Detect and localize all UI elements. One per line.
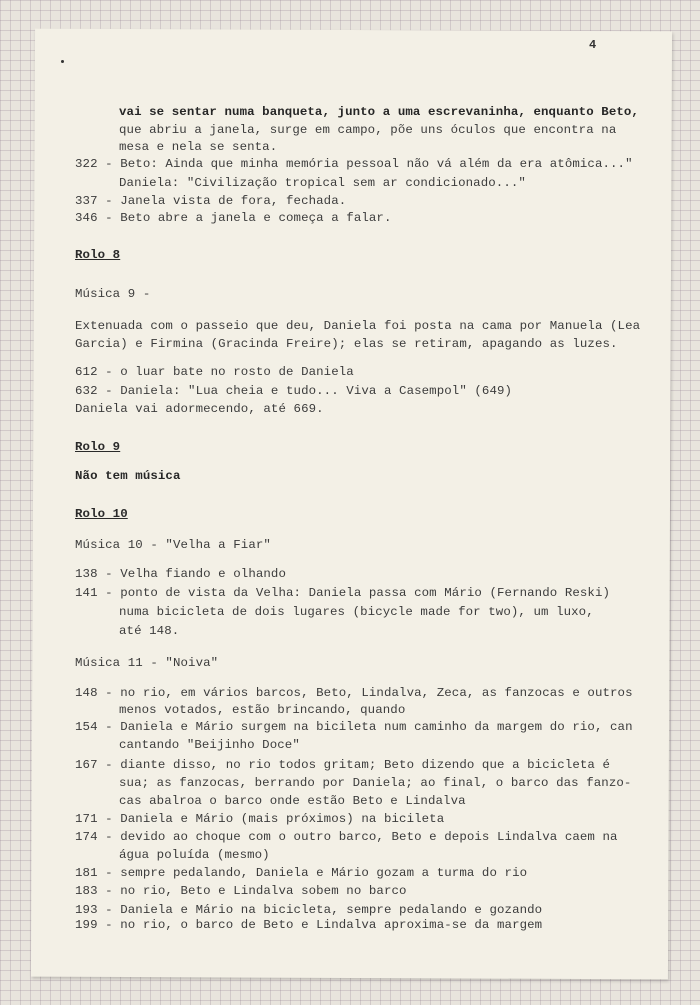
text-line: 138 - Velha fiando e olhando [75,567,286,581]
text-line: cantando "Beijinho Doce" [119,738,300,752]
text-line: sua; as fanzocas, berrando por Daniela; ao final, o barco das fanzo- [119,776,632,790]
text-line: Música 11 - "Noiva" [75,656,219,670]
text-line: mesa e nela se senta. [119,140,278,154]
page-number: 4 [589,38,597,52]
section-heading-rolo-9: Rolo 9 [75,440,121,454]
text-line: Não tem música [75,469,181,483]
text-line: Música 9 - [75,287,151,301]
text-line: Extenuada com o passeio que deu, Daniela foi posta na cama por Manuela (Lea [75,319,641,333]
text-line: menos votados, estão brincando, quando [119,703,406,717]
text-line: 612 - o luar bate no rosto de Daniela [75,365,354,379]
text-line: 148 - no rio, em vários barcos, Beto, Lindalva, Zeca, as fanzocas e outros [75,686,633,700]
text-line: 174 - devido ao choque com o outro barco, Beto e depois Lindalva caem na [75,830,618,844]
text-line: Daniela vai adormecendo, até 669. [75,402,324,416]
ink-speck [61,60,64,63]
text-line: vai se sentar numa banqueta, junto a uma escrevaninha, enquanto Beto, [119,105,639,119]
text-line: cas abalroa o barco onde estão Beto e Lindalva [119,794,466,808]
text-line: até 148. [119,624,180,638]
text-line: 337 - Janela vista de fora, fechada. [75,194,347,208]
text-line: 322 - Beto: Ainda que minha memória pessoal não vá além da era atômica..." [75,157,633,171]
text-line: Música 10 - "Velha a Fiar" [75,538,271,552]
text-line: 171 - Daniela e Mário (mais próximos) na bicileta [75,812,445,826]
text-line: que abriu a janela, surge em campo, põe uns óculos que encontra na [119,123,617,137]
text-line: 181 - sempre pedalando, Daniela e Mário gozam a turma do rio [75,866,528,880]
text-line: água poluída (mesmo) [119,848,270,862]
text-line: 183 - no rio, Beto e Lindalva sobem no barco [75,884,407,898]
text-line: 632 - Daniela: "Lua cheia e tudo... Viva a Casempol" (649) [75,384,513,398]
text-line: Garcia) e Firmina (Gracinda Freire); elas se retiram, apagando as luzes. [75,337,618,351]
text-line: 346 - Beto abre a janela e começa a falar. [75,211,392,225]
section-heading-rolo-10: Rolo 10 [75,507,128,521]
text-line: 193 - Daniela e Mário na bicicleta, sempre pedalando e gozando [75,903,543,917]
text-line: 167 - diante disso, no rio todos gritam; Beto dizendo que a bicicleta é [75,758,611,772]
text-line: numa bicicleta de dois lugares (bicycle made for two), um luxo, [119,605,594,619]
text-line: 199 - no rio, o barco de Beto e Lindalva aproxima-se da margem [75,918,543,932]
text-line: Daniela: "Civilização tropical sem ar condicionado..." [119,176,526,190]
text-line: 141 - ponto de vista da Velha: Daniela passa com Mário (Fernando Reski) [75,586,611,600]
text-line: 154 - Daniela e Mário surgem na bicileta num caminho da margem do rio, can [75,720,633,734]
section-heading-rolo-8: Rolo 8 [75,248,121,262]
